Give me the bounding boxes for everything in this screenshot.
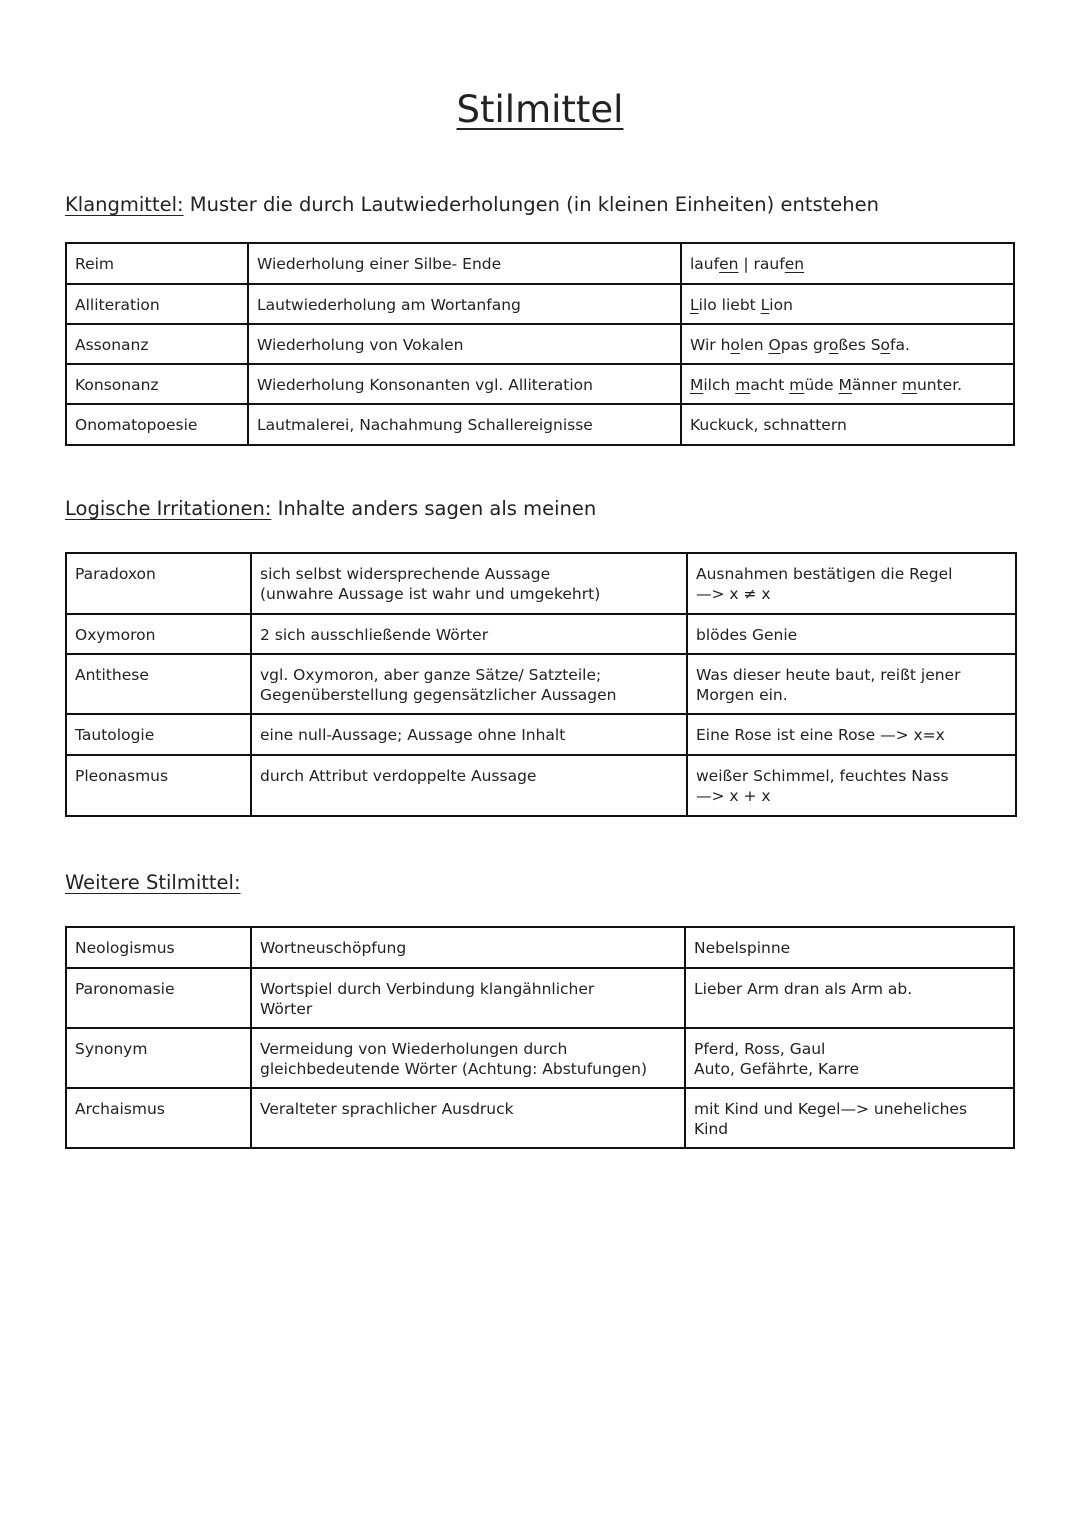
underlined-sound: O	[768, 336, 781, 354]
term-cell: Onomatopoesie	[66, 404, 248, 445]
definition-cell: 2 sich ausschließende Wörter	[251, 614, 687, 654]
term-cell: Oxymoron	[66, 614, 251, 654]
table-row	[66, 404, 1014, 445]
table-row	[66, 1088, 1014, 1148]
term-cell: Archaismus	[66, 1088, 251, 1148]
example-cell	[685, 968, 1014, 1028]
example-cell	[681, 404, 1014, 445]
underlined-sound: en	[719, 255, 739, 273]
example-text: weißer Schimmel, feuchtes Nass —> x + x	[696, 767, 949, 805]
example-cell	[685, 1028, 1014, 1088]
example-cell	[687, 755, 1016, 816]
example-text: mit Kind und Kegel—> uneheliches Kind	[694, 1100, 968, 1138]
example-text: blödes Genie	[696, 626, 798, 644]
table-row	[66, 284, 1014, 324]
table-row	[66, 654, 1016, 714]
example-text: Lieber Arm dran als Arm ab.	[694, 980, 913, 998]
example-text: acht	[750, 376, 790, 394]
section-subtitle: Inhalte anders sagen als meinen	[271, 497, 597, 520]
example-text: Was dieser heute baut, reißt jener Morgen ein.	[696, 666, 961, 704]
example-text: ilch	[703, 376, 736, 394]
underlined-sound: m	[901, 376, 917, 394]
definition-cell: Vermeidung von Wiederholungen durch gleichbedeutende Wörter (Achtung: Abstufungen)	[251, 1028, 685, 1088]
example-cell	[687, 654, 1016, 714]
underlined-sound: o	[730, 336, 740, 354]
example-text: Nebelspinne	[694, 939, 791, 957]
table-klangmittel	[65, 242, 1015, 446]
definition-cell: vgl. Oxymoron, aber ganze Sätze/ Satzteile; Gegenüberstellung gegensätzlicher Aussagen	[251, 654, 687, 714]
definition-cell: Wiederholung einer Silbe- Ende	[248, 243, 681, 284]
example-text: Wir h	[690, 336, 731, 354]
definition-cell: Wiederholung von Vokalen	[248, 324, 681, 364]
underlined-sound: L	[760, 296, 770, 314]
table-weitere-stilmittel	[65, 926, 1015, 1149]
example-cell	[687, 614, 1016, 654]
term-cell: Synonym	[66, 1028, 251, 1088]
example-text: ion	[769, 296, 793, 314]
underlined-sound: M	[690, 376, 704, 394]
term-cell: Antithese	[66, 654, 251, 714]
example-text: unter.	[916, 376, 963, 394]
section-heading-klangmittel	[65, 193, 879, 216]
table-row	[66, 968, 1014, 1028]
section-heading-weitere-stilmittel	[65, 871, 241, 894]
example-text: Eine Rose ist eine Rose —> x=x	[696, 726, 945, 744]
example-cell	[685, 1088, 1014, 1148]
term-cell: Tautologie	[66, 714, 251, 755]
definition-cell: Veralteter sprachlicher Ausdruck	[251, 1088, 685, 1148]
section-label: Logische Irritationen:	[65, 497, 272, 520]
table-row	[66, 324, 1014, 364]
table-row	[66, 243, 1014, 284]
definition-cell: sich selbst widersprechende Aussage (unwahre Aussage ist wahr und umgekehrt)	[251, 553, 687, 614]
example-text: pas gr	[780, 336, 829, 354]
definition-cell: Wortspiel durch Verbindung klangähnlicher Wörter	[251, 968, 685, 1028]
term-cell: Paronomasie	[66, 968, 251, 1028]
term-cell: Konsonanz	[66, 364, 248, 404]
underlined-sound: o	[880, 336, 891, 354]
definition-cell: durch Attribut verdoppelte Aussage	[251, 755, 687, 816]
definition-cell: Wortneuschöpfung	[251, 927, 685, 968]
example-cell	[681, 243, 1014, 284]
example-cell	[685, 927, 1014, 968]
underlined-sound: o	[828, 336, 839, 354]
underlined-sound: m	[735, 376, 751, 394]
definition-cell: Lautwiederholung am Wortanfang	[248, 284, 681, 324]
example-text: | rauf	[738, 255, 785, 273]
section-label: Weitere Stilmittel:	[65, 871, 241, 894]
underlined-sound: M	[838, 376, 852, 394]
example-cell	[681, 284, 1014, 324]
term-cell: Neologismus	[66, 927, 251, 968]
example-cell	[687, 553, 1016, 614]
term-cell: Paradoxon	[66, 553, 251, 614]
definition-cell: Wiederholung Konsonanten vgl. Alliteration	[248, 364, 681, 404]
example-text: üde	[804, 376, 839, 394]
table-row	[66, 714, 1016, 755]
table-logische-irritationen	[65, 552, 1017, 817]
term-cell: Assonanz	[66, 324, 248, 364]
example-text: fa.	[890, 336, 910, 354]
underlined-sound: L	[690, 296, 699, 314]
section-subtitle: Muster die durch Lautwiederholungen (in kleinen Einheiten) entstehen	[183, 193, 879, 216]
table-row	[66, 553, 1016, 614]
example-text: Pferd, Ross, Gaul Auto, Gefährte, Karre	[694, 1040, 860, 1078]
example-text: ßes S	[838, 336, 881, 354]
example-cell	[681, 324, 1014, 364]
table-row	[66, 364, 1014, 404]
example-text: lauf	[690, 255, 720, 273]
definition-cell: Lautmalerei, Nachahmung Schallereignisse	[248, 404, 681, 445]
example-text: Ausnahmen bestätigen die Regel —> x ≠ x	[696, 565, 953, 603]
section-label: Klangmittel:	[65, 193, 184, 216]
example-text: ilo liebt	[698, 296, 761, 314]
section-heading-logische-irritationen	[65, 497, 596, 520]
table-row	[66, 755, 1016, 816]
table-row	[66, 614, 1016, 654]
example-cell	[687, 714, 1016, 755]
example-cell	[681, 364, 1014, 404]
table-row	[66, 927, 1014, 968]
term-cell: Pleonasmus	[66, 755, 251, 816]
page-title: Stilmittel	[456, 88, 624, 131]
table-row	[66, 1028, 1014, 1088]
term-cell: Alliteration	[66, 284, 248, 324]
underlined-sound: m	[789, 376, 805, 394]
example-text: len	[739, 336, 769, 354]
definition-cell: eine null-Aussage; Aussage ohne Inhalt	[251, 714, 687, 755]
underlined-sound: en	[784, 255, 805, 273]
term-cell: Reim	[66, 243, 248, 284]
example-text: Kuckuck, schnattern	[690, 416, 847, 434]
example-text: änner	[851, 376, 902, 394]
